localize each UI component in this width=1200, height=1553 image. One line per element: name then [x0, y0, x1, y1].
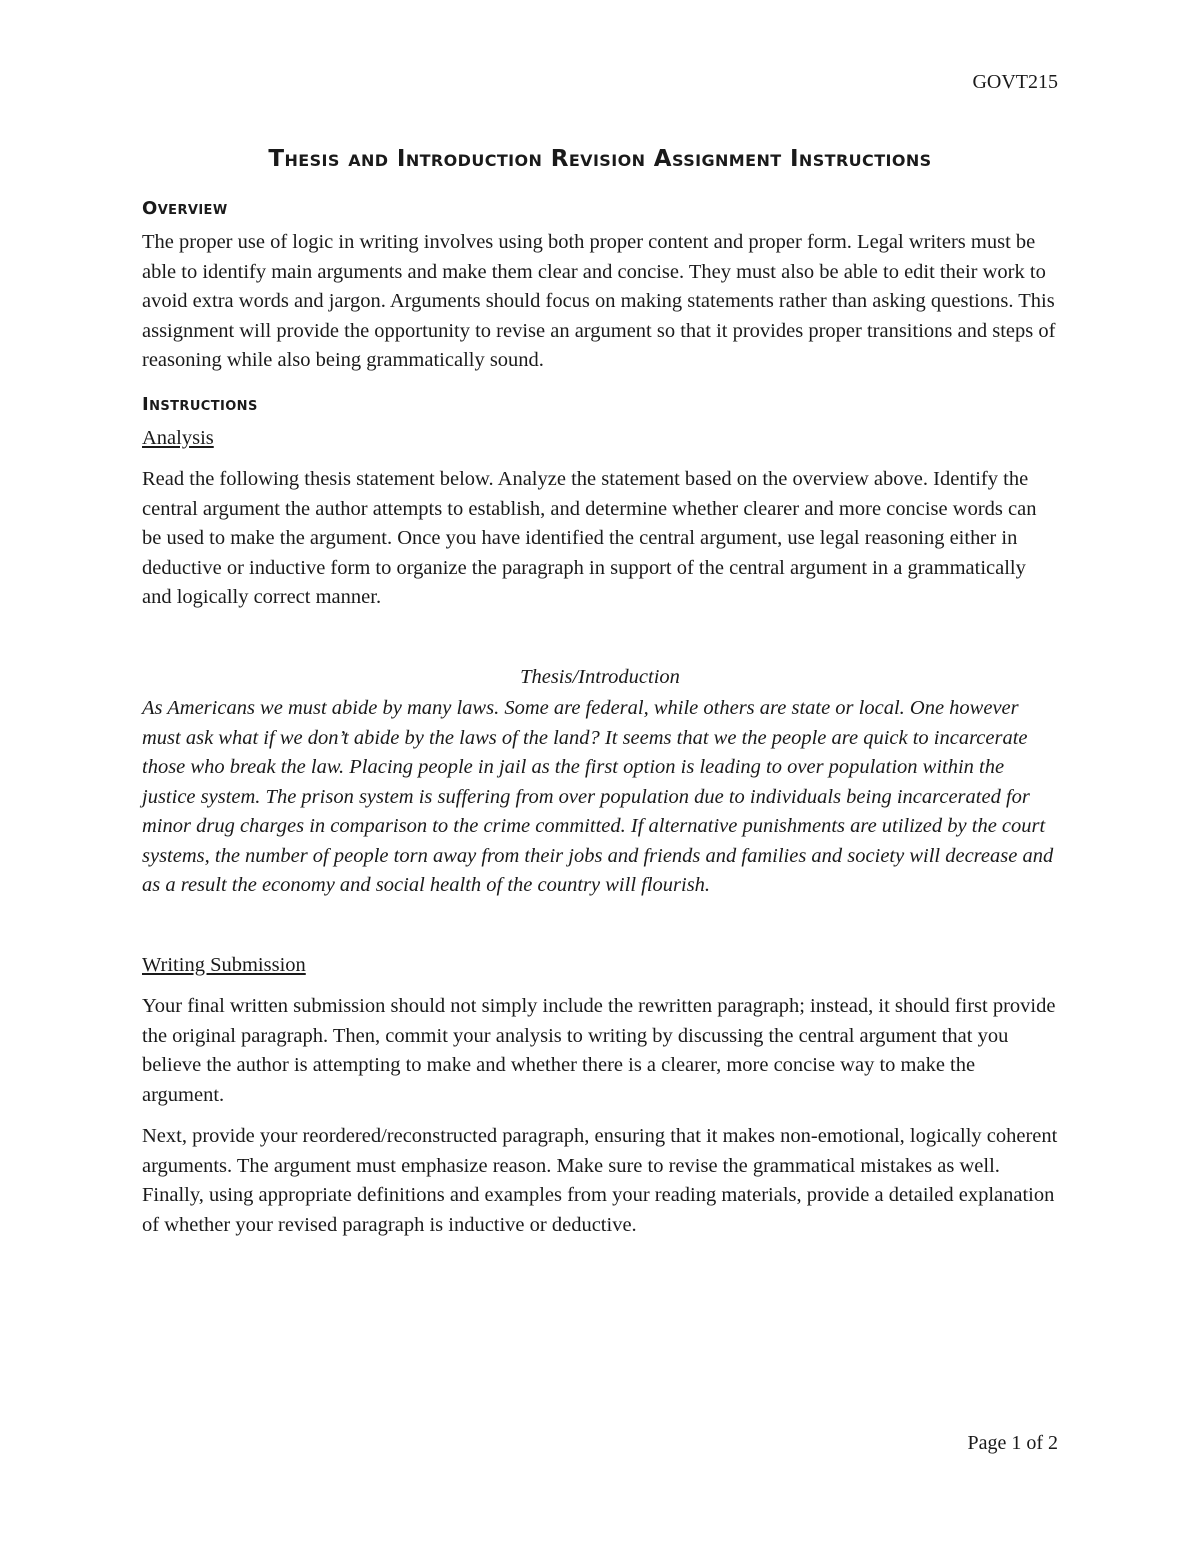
thesis-label: Thesis/Introduction — [520, 665, 680, 688]
writing-submission-paragraph-1: Your final written submission should not simply include the rewritten paragraph; instead, it should first provide the original paragraph. Then, commit your analysis to writing by discussing the central argument that you believe the author is attempting to make and whether there is a clearer, more concise way to make the argument. — [142, 995, 1056, 1106]
overview-heading: Overview — [142, 198, 228, 219]
page-number-footer: Page 1 of 2 — [967, 1432, 1058, 1454]
writing-submission-paragraph-2: Next, provide your reordered/reconstructed paragraph, ensuring that it makes non-emotional, logically coherent arguments. The argument must emphasize reason. Make sure to revise the grammatical mistakes as well. Finally, using appropriate definitions and examples from your reading materials, provide a detailed explanation of whether your revised paragraph is inductive or deductive. — [142, 1125, 1058, 1236]
document-title: Thesis and Introduction Revision Assignment Instructions — [268, 146, 932, 172]
course-code-header: GOVT215 — [972, 71, 1058, 93]
overview-paragraph: The proper use of logic in writing involves using both proper content and proper form. Legal writers must be able to identify main arguments and make them clear and concise. They must also be able to edit their work to avoid extra words and jargon. Arguments should focus on making statements rather than asking questions. This assignment will provide the opportunity to revise an argument so that it provides proper transitions and steps of reasoning while also being grammatically sound. — [142, 231, 1056, 371]
thesis-paragraph: As Americans we must abide by many laws. Some are federal, while others are state or local. One however must ask what if we don’t abide by the laws of the land? It seems that we the people are quick to incarcerate those who break the law. Placing people in jail as the first option is leading to over population within the justice system. The prison system is suffering from over population due to individuals being incarcerated for minor drug charges in comparison to the crime committed. If alternative punishments are utilized by the court systems, the number of people torn away from their jobs and friends and families and society will decrease and as a result the economy and social health of the country will flourish. — [142, 697, 1054, 896]
analysis-paragraph: Read the following thesis statement below. Analyze the statement based on the overview above. Identify the central argument the author attempts to establish, and determine whether clearer and more concise words can be used to make the argument. Once you have identified the central argument, use legal reasoning either in deductive or inductive form to organize the paragraph in support of the central argument in a grammatically and logically correct manner. — [142, 468, 1037, 608]
writing-submission-subheading: Writing Submission — [142, 953, 306, 976]
document-content — [142, 138, 1058, 1240]
analysis-subheading: Analysis — [142, 426, 214, 449]
instructions-heading: Instructions — [142, 393, 258, 415]
